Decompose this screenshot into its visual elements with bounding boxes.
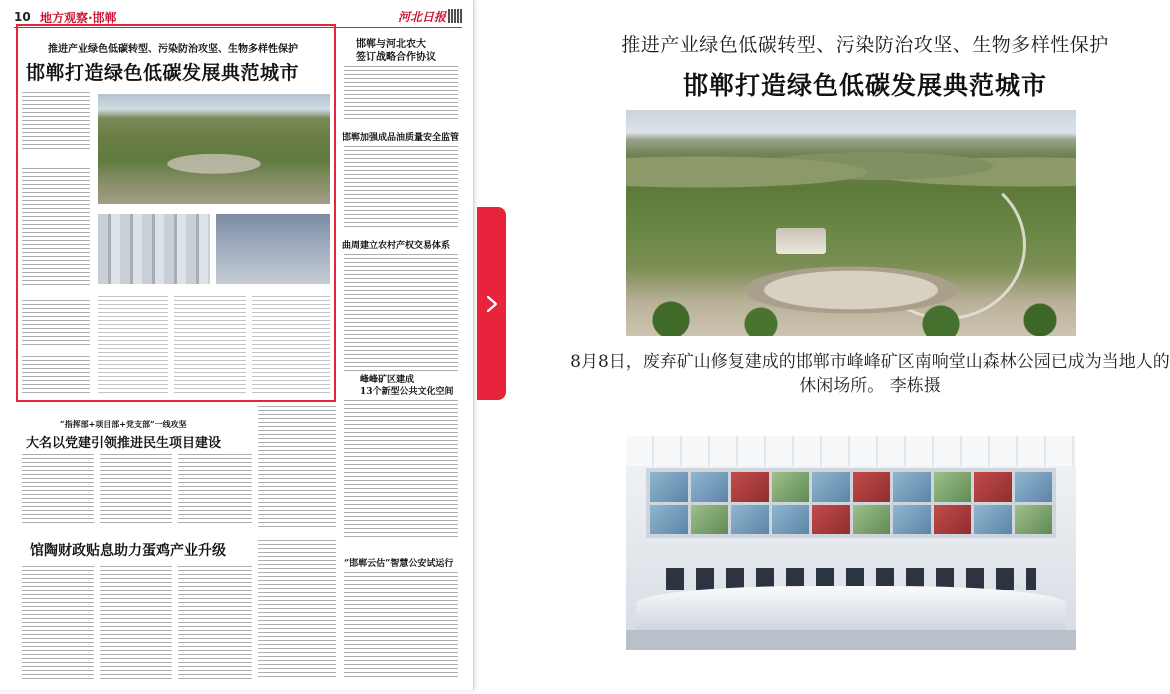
selected-article-outline[interactable] (16, 24, 336, 402)
text-column (344, 66, 458, 120)
text-column (344, 572, 458, 680)
section-title: 地方观察·邯郸 (40, 11, 117, 25)
lower-story-2-headline[interactable]: 馆陶财政贴息助力蛋鸡产业升级 (30, 543, 226, 559)
lower-story-1-kicker[interactable]: “指挥部+项目部+党支部”一线攻坚 (60, 419, 187, 429)
qr-code-icon (448, 9, 462, 23)
article-photo-control-room[interactable] (626, 436, 1076, 650)
text-column (258, 540, 336, 680)
text-column (100, 454, 172, 526)
text-column (344, 254, 458, 372)
side-story-1-headline[interactable]: 邯郸与河北农大 签订战略合作协议 (356, 39, 436, 63)
side-story-4-headline[interactable]: 峰峰矿区建成 13个新型公共文化空间 (360, 375, 454, 397)
chevron-right-icon (485, 294, 499, 314)
page-number: 10 (14, 10, 31, 24)
side-story-2-headline[interactable]: 邯郸加强成品油质量安全监管 (342, 133, 460, 143)
text-column (178, 566, 252, 680)
page-main-kicker[interactable]: 推进产业绿色低碳转型、污染防治攻坚、生物多样性保护 (48, 44, 298, 55)
article-reader (560, 0, 1170, 694)
text-column (344, 400, 458, 540)
text-column (22, 566, 94, 680)
text-column (258, 406, 336, 530)
newspaper-logo: 河北日报 (398, 10, 447, 24)
side-story-3-headline[interactable]: 曲周建立农村产权交易体系 (342, 241, 451, 251)
text-column (22, 454, 94, 526)
article-photo-forest-park[interactable] (626, 110, 1076, 336)
text-column (100, 566, 172, 680)
text-column (344, 146, 458, 230)
article-headline: 邯郸打造绿色低碳发展典范城市 (682, 71, 1047, 100)
photo-caption: 8月8日，废弃矿山修复建成的邯郸市峰峰矿区南响堂山森林公园已成为当地人的休闲场所。 李栋摄 (570, 352, 1170, 396)
newspaper-page-thumbnail[interactable] (0, 0, 474, 690)
text-column (178, 454, 252, 526)
expand-panel-button[interactable] (477, 207, 506, 400)
lower-story-1-headline[interactable]: 大名以党建引领推进民生项目建设 (26, 436, 222, 451)
article-kicker: 推进产业绿色低碳转型、污染防治攻坚、生物多样性保护 (621, 34, 1109, 56)
page-main-headline[interactable]: 邯郸打造绿色低碳发展典范城市 (26, 62, 300, 84)
lower-story-3-headline[interactable]: “邯郸云估”智慧公安试运行 (344, 559, 454, 569)
